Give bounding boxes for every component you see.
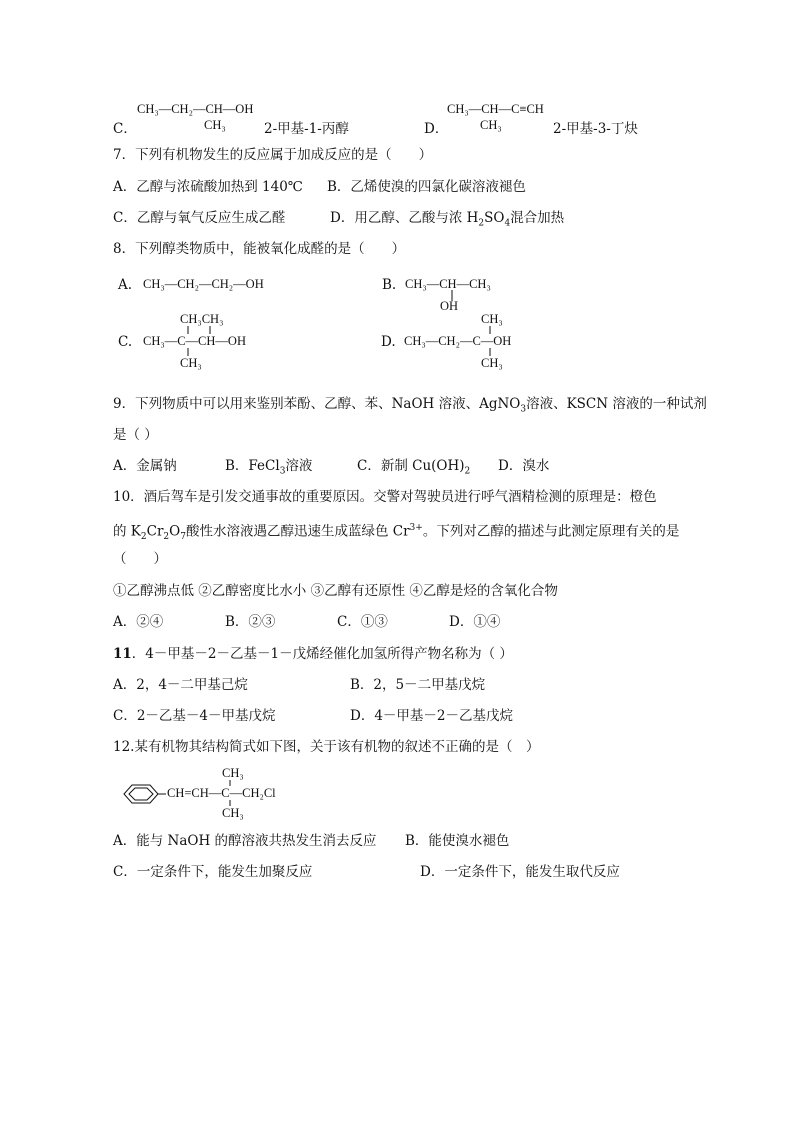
q8-d-bottom: CH₃: [481, 356, 503, 370]
q8-c-letter: C.: [118, 334, 133, 350]
q7-option-c: C．乙醇与氧气反应生成乙醛: [113, 210, 286, 226]
q6-d-name: 2-甲基-3-丁炔: [553, 121, 638, 137]
q9-stem-line2: 是（ ）: [113, 427, 158, 443]
q9-stem-line1: 9．下列物质中可以用来鉴别苯酚、乙醇、苯、NaOH 溶液、AgNO$_3$溶液、KSCN 溶液的一种试剂: [113, 396, 707, 415]
q6-c-structure-main: CH₃—CH₂—CH—OH: [137, 102, 254, 116]
q7-option-d: D．用乙醇、乙酸与浓 $H_2SO_4$混合加热: [330, 210, 565, 229]
q8-a-structure: CH₃—CH₂—CH₂—OH: [143, 277, 264, 291]
q11-stem: 11．4－甲基－2－乙基－1－戊烯经催化加氢所得产物名称为（ ）: [113, 646, 513, 662]
q12-option-c: C．一定条件下，能发生加聚反应: [113, 864, 313, 880]
q10-option-a: A．②④: [113, 614, 164, 630]
q6-d-structure: [447, 102, 544, 117]
q10-option-c: C．①③: [337, 614, 388, 630]
q10-stem-line3: （ ）: [113, 551, 167, 567]
q6-c-name: 2-甲基-1-丙醇: [264, 121, 349, 137]
q6-c-structure-branch: CH₃: [204, 118, 226, 132]
q6-d-letter: D．: [424, 121, 449, 137]
q10-stem-line1: 10．酒后驾车是引发交通事故的重要原因。交警对驾驶员进行呼气酒精检测的原理是：橙色: [113, 489, 657, 505]
q12-structure-bottom: CH₃: [222, 806, 244, 820]
q9-option-a: A．金属钠: [113, 458, 177, 474]
q6-c-letter: C．: [113, 121, 137, 137]
q8-d-top: CH₃: [481, 312, 503, 326]
q7-stem: 7．下列有机物发生的反应属于加成反应的是（ ）: [113, 147, 433, 163]
q8-b-letter: B.: [382, 277, 397, 293]
q8-b-oh: OH: [440, 299, 459, 313]
q11-option-c: C．2－乙基－4－甲基戊烷: [113, 708, 276, 724]
q6-d-structure-branch: CH₃: [480, 118, 502, 132]
q11-option-d: D．4－甲基－2－乙基戊烷: [350, 708, 514, 724]
q6-c-structure: [137, 102, 253, 117]
q12-stem: 12.某有机物其结构简式如下图，关于该有机物的叙述不正确的是（ ）: [113, 739, 540, 755]
q12-structure-chain: CH=CH—C—CH₂Cl: [167, 786, 276, 800]
q10-statements: ①乙醇沸点低 ②乙醇密度比水小 ③乙醇有还原性 ④乙醇是烃的含氧化合物: [113, 583, 558, 599]
benzene-ring-icon: [117, 782, 167, 812]
q8-c-top: CH₃CH₃: [180, 312, 224, 326]
q7-option-a: A．乙醇与浓硫酸加热到 140℃: [113, 179, 303, 195]
q8-c-main: CH₃—C—CH—OH: [143, 334, 246, 348]
q9-option-c: C．新制 $Cu(OH)_2$: [357, 458, 471, 477]
q11-option-a: A．2，4－二甲基己烷: [113, 677, 248, 693]
q12-option-b: B．能使溴水褪色: [405, 833, 510, 849]
q10-stem-line2: 的 $K_2Cr_2O_7$酸性水溶液遇乙醇迅速生成蓝绿色 $Cr^{3+}$。下列对乙醇的描述与此测定原理有关的是: [113, 523, 680, 543]
q9-option-d: D．溴水: [498, 458, 550, 474]
q11-option-b: B．2，5－二甲基戊烷: [350, 677, 486, 693]
q6-d-structure-main: CH₃—CH—C≡CH: [447, 102, 544, 116]
q8-a-letter: A.: [118, 277, 133, 293]
q8-b-structure: CH₃—CH—CH₃: [405, 277, 491, 291]
q10-option-b: B．②③: [225, 614, 276, 630]
q10-option-d: D．①④: [449, 614, 501, 630]
q8-d-main: CH₃—CH₂—C—OH: [404, 334, 512, 348]
q9-option-b: B．FeCl$_3$溶液: [225, 458, 313, 477]
q7-option-b: B．乙烯使溴的四氯化碳溶液褪色: [327, 179, 526, 195]
q12-structure-top: CH₃: [222, 766, 244, 780]
q8-stem: 8．下列醇类物质中，能被氧化成醛的是（ ）: [113, 241, 406, 257]
q12-option-a: A．能与 NaOH 的醇溶液共热发生消去反应: [113, 833, 377, 849]
q8-d-letter: D.: [381, 334, 396, 350]
q8-c-bottom: CH₃: [180, 356, 202, 370]
q12-option-d: D．一定条件下，能发生取代反应: [420, 864, 620, 880]
q12-structure-bonds: [226, 780, 236, 812]
